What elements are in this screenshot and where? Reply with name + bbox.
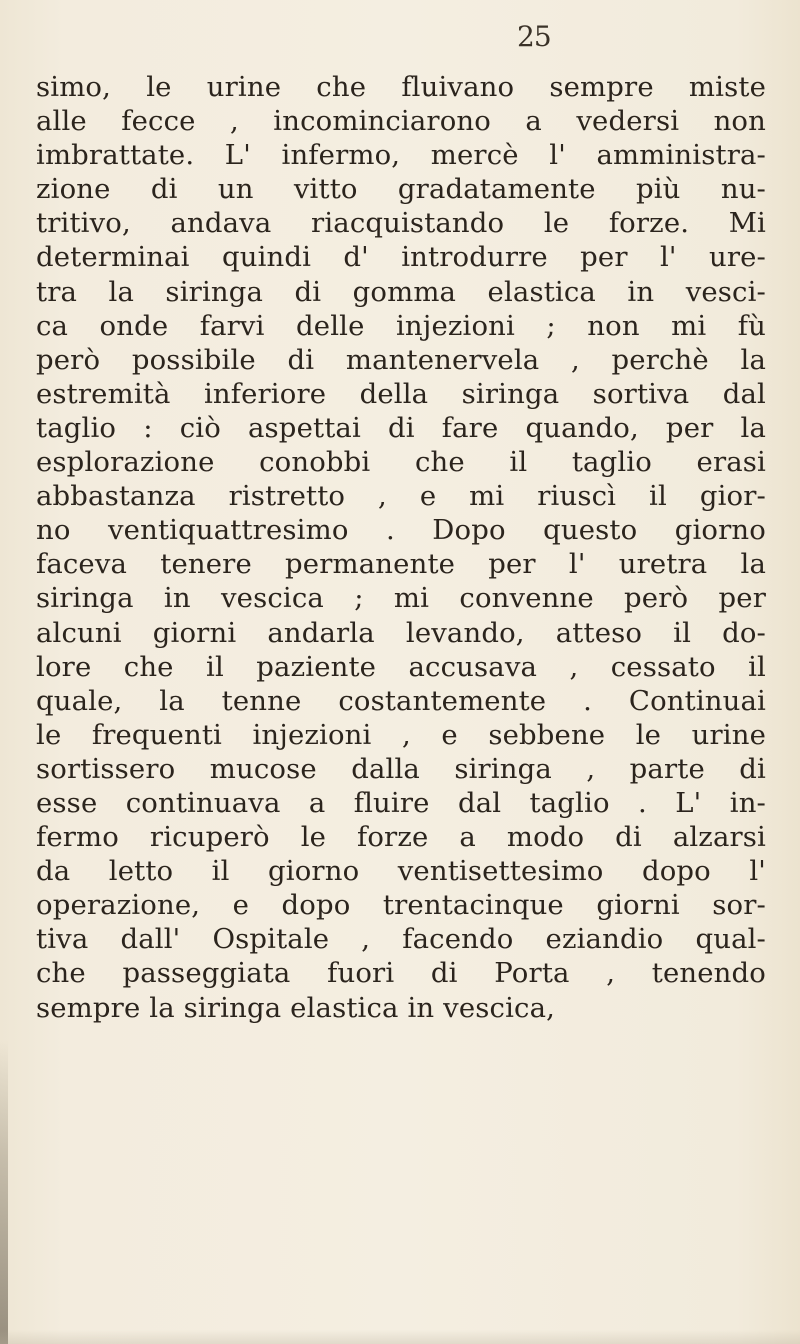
page-edge-shadow <box>0 1040 8 1344</box>
text-line: fermo ricuperò le forze a modo di alzarsi <box>36 821 766 854</box>
text-line: da letto il giorno ventisettesimo dopo l' <box>36 855 766 888</box>
text-line: alcuni giorni andarla levando, atteso il do- <box>36 616 766 649</box>
text-line: no ventiquattresimo . Dopo questo giorno <box>36 514 766 547</box>
text-line: esse continuava a fluire dal taglio . L' in- <box>36 786 766 819</box>
text-line: però possibile di mantenervela , perchè la <box>36 343 766 376</box>
text-line: determinai quindi d' introdurre per l' ure- <box>36 241 766 274</box>
text-line: che passeggiata fuori di Porta , tenendo <box>36 957 766 990</box>
text-line: sempre la siringa elastica in vescica, <box>36 991 556 1024</box>
text-line: simo, le urine che fluivano sempre miste <box>36 71 766 103</box>
text-line: operazione, e dopo trentacinque giorni sor- <box>36 889 766 922</box>
text-line: lore che il paziente accusava , cessato il <box>36 650 766 683</box>
text-line: faceva tenere permanente per l' uretra la <box>36 548 766 581</box>
body-text <box>36 70 766 1025</box>
text-line: quale, la tenne costantemente . Continuai <box>36 684 766 717</box>
text-line: estremità inferiore della siringa sortiva dal <box>36 377 766 410</box>
text-line: alle fecce , incominciarono a vedersi non <box>36 105 766 138</box>
text-line: tra la siringa di gomma elastica in vesci- <box>36 275 766 308</box>
page-bottom-fold <box>0 1330 800 1344</box>
text-line: le frequenti injezioni , e sebbene le urine <box>36 718 766 751</box>
text-line: esplorazione conobbi che il taglio erasi <box>36 446 766 479</box>
text-line: tiva dall' Ospitale , facendo eziandio qual- <box>36 923 766 956</box>
text-line: abbastanza ristretto , e mi riuscì il gior- <box>36 480 766 513</box>
text-line: imbrattate. L' infermo, mercè l' amministra- <box>36 139 766 172</box>
text-line: ca onde farvi delle injezioni ; non mi fù <box>36 309 766 342</box>
text-line: zione di un vitto gradatamente più nu- <box>36 173 766 206</box>
text-line: siringa in vescica ; mi convenne però per <box>36 582 766 615</box>
page-number: 25 <box>517 20 551 53</box>
text-line: taglio : ciò aspettai di fare quando, per la <box>36 411 766 444</box>
text-line: sortissero mucose dalla siringa , parte di <box>36 752 766 785</box>
text-line: tritivo, andava riacquistando le forze. Mi <box>36 207 766 240</box>
